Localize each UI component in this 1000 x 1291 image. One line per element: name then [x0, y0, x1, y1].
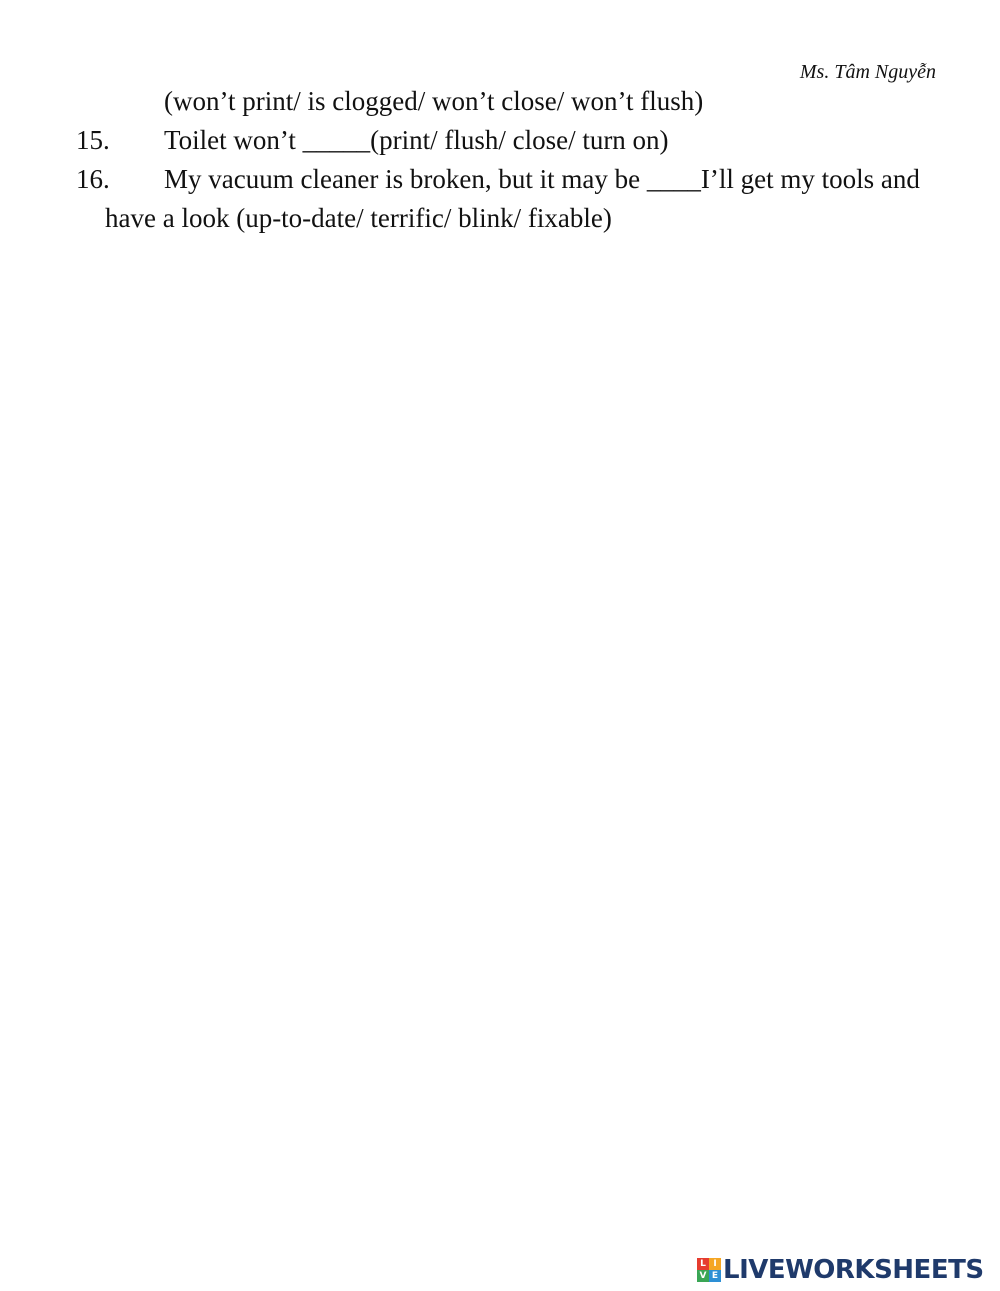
author-name: Ms. Tâm Nguyễn	[799, 61, 936, 83]
question-15-number: 15.	[76, 125, 110, 155]
logo-text: LIVEWORKSHEETS	[723, 1255, 984, 1285]
logo-letter-i: I	[709, 1258, 721, 1270]
logo-letter-v: V	[697, 1270, 709, 1282]
logo-letter-l: L	[697, 1258, 709, 1270]
question-14-options: (won’t print/ is clogged/ won’t close/ won’t flush)	[164, 86, 704, 116]
liveworksheets-logo	[697, 1255, 984, 1285]
liveworksheets-logo-icon	[697, 1258, 721, 1282]
question-15-text: Toilet won’t _____(print/ flush/ close/ turn on)	[164, 125, 669, 155]
question-16-text: My vacuum cleaner is broken, but it may be ____I’ll get my tools and	[164, 164, 920, 194]
question-16-continuation: have a look (up-to-date/ terrific/ blink/ fixable)	[105, 203, 612, 233]
logo-letter-e: E	[709, 1270, 721, 1282]
question-16-number: 16.	[76, 164, 110, 194]
